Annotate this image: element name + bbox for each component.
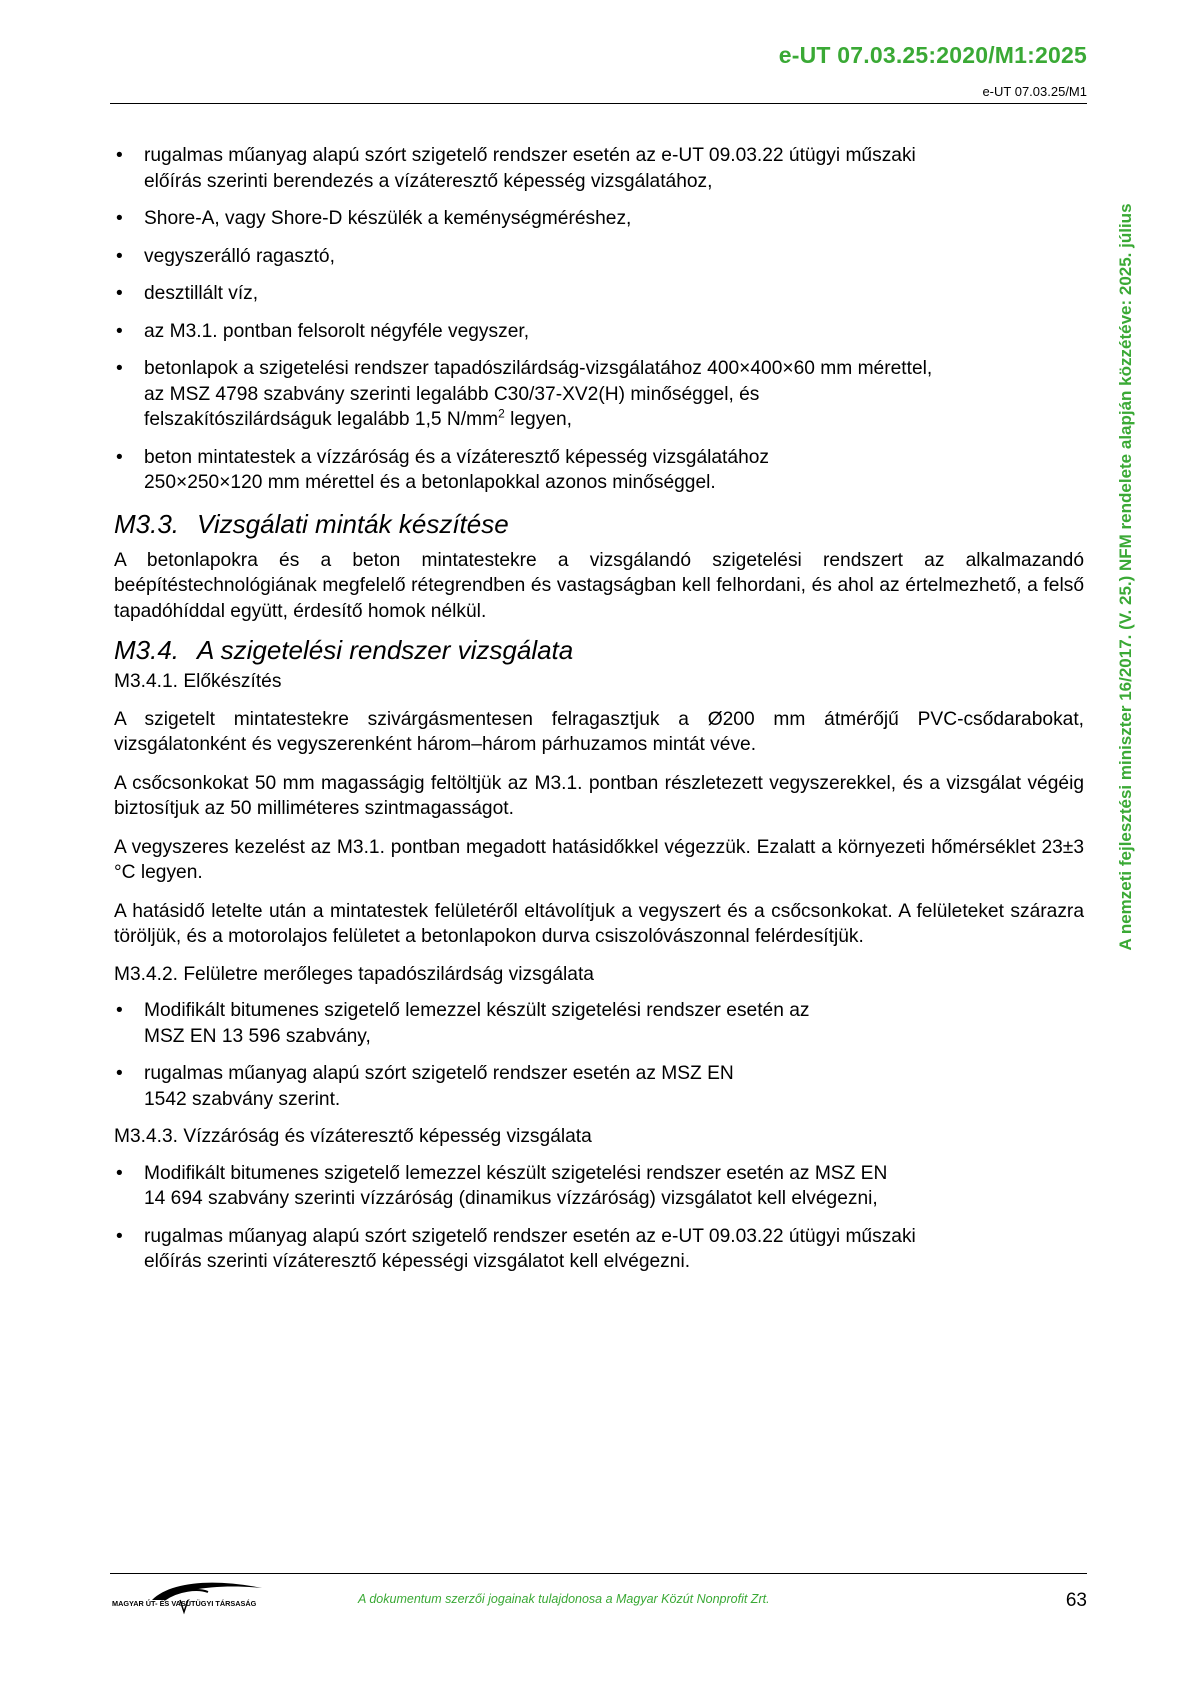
- equipment-list: [114, 143, 1084, 496]
- list-item: • rugalmas műanyag alapú szórt szigetelő rendszer esetén az e-UT 09.03.22 útügyi műszaki előírás szerinti berendezés a vízáteresztő képesség vizsgálatához,: [114, 143, 934, 194]
- list-item: • az M3.1. pontban felsorolt négyféle vegyszer,: [114, 319, 1084, 345]
- subsection-heading: M3.4.3. Vízzáróság és vízáteresztő képesség vizsgálata: [114, 1126, 592, 1147]
- page-content: [114, 143, 1084, 1275]
- paragraph: A szigetelt mintatestekre szivárgásmentesen felragasztjuk a Ø200 mm átmérőjű PVC-csődarabokat, vizsgálatonként és vegyszerenként három–három párhuzamos mintát véve.: [114, 708, 1084, 755]
- section-heading-m33: [114, 508, 1084, 540]
- document-code: e-UT 07.03.25:2020/M1:2025: [778, 42, 1087, 68]
- list-item: • desztillált víz,: [114, 281, 1084, 307]
- paragraph: A vegyszeres kezelést az M3.1. pontban megadott hatásidőkkel végezzük. Ezalatt a környezeti hőmérséklet 23±3 °C legyen.: [114, 836, 1084, 883]
- paragraph: A betonlapokra és a beton mintatestekre a vizsgálandó szigetelési rendszert az alkalmazandó beépítéstechnológiának megfelelő rétegrendben és vastagságban kell felhordani, és ahol az értelmezhető, a felső tapadóhíddal együtt, érdesítő homok nélkül.: [114, 549, 1084, 622]
- list-item: • rugalmas műanyag alapú szórt szigetelő rendszer esetén az MSZ EN 1542 szabvány szerint.: [114, 1061, 744, 1112]
- footer-divider: [110, 1573, 1087, 1574]
- document-subcode: e-UT 07.03.25/M1: [982, 84, 1087, 99]
- page-number: 63: [1065, 1590, 1087, 1611]
- paragraph: A csőcsonkokat 50 mm magasságig feltöltjük az M3.1. pontban részletezett vegyszerekkel, és a vizsgálat végéig biztosítjuk az 50 milliméteres szintmagasságot.: [114, 772, 1084, 819]
- subsection-heading: M3.4.2. Felületre merőleges tapadószilárdság vizsgálata: [114, 963, 594, 985]
- section-number: M3.4.: [114, 635, 180, 665]
- paragraph: A hatásidő letelte után a mintatestek felületéről eltávolítjuk a vegyszert és a csőcsonkokat. A felületeket szárazra töröljük, és a motorolajos felületet a betonlapokon durva csiszolóvászonnal felérdesítjük.: [114, 900, 1084, 947]
- superscript: 2: [498, 406, 505, 421]
- society-logo: [112, 1576, 262, 1616]
- list-item: • beton mintatestek a vízzáróság és a vízáteresztő képesség vizsgálatához 250×250×120 mm mérettel és a betonlapokkal azonos minőséggel.: [114, 445, 834, 496]
- list-item: • vegyszerálló ragasztó,: [114, 244, 1084, 270]
- section-heading-m34: [114, 634, 1084, 666]
- logo-text: MAGYAR ÚT- ÉS VASÚTÜGYI TÁRSASÁG: [112, 1599, 257, 1608]
- adhesion-standards-list: [114, 998, 1084, 1112]
- watertightness-standards-list: [114, 1161, 1084, 1275]
- subsection-heading: M3.4.1. Előkészítés: [114, 671, 282, 692]
- copyright-notice: A dokumentum szerzői jogainak tulajdonosa a Magyar Közút Nonprofit Zrt.: [358, 1592, 770, 1606]
- list-item: • Modifikált bitumenes szigetelő lemezzel készült szigetelési rendszer esetén az MSZ EN 14 694 szabvány szerinti vízzáróság (dinamikus vízzáróság) vizsgálatot kell elvégezni,: [114, 1161, 894, 1212]
- list-item: • rugalmas műanyag alapú szórt szigetelő rendszer esetén az e-UT 09.03.22 útügyi műszaki előírás szerinti vízáteresztő képességi vizsgálatot kell elvégezni.: [114, 1224, 944, 1275]
- section-title: Vizsgálati minták készítése: [197, 508, 509, 539]
- list-item: [114, 356, 934, 433]
- section-number: M3.3.: [114, 508, 180, 539]
- list-item: • Modifikált bitumenes szigetelő lemezzel készült szigetelési rendszer esetén az MSZ EN 13 596 szabvány,: [114, 998, 834, 1049]
- section-title: A szigetelési rendszer vizsgálata: [197, 635, 574, 665]
- list-item-tail: legyen,: [504, 409, 572, 430]
- list-item-text: betonlapok a szigetelési rendszer tapadószilárdság-vizsgálatához 400×400×60 mm mérettel, az MSZ 4798 szabvány szerinti legalább C30/37-XV2(H) minőséggel, és felszakítószilárdságuk legalább 1,5 N/mm: [144, 358, 933, 430]
- header-divider: [110, 103, 1087, 104]
- list-item: • Shore-A, vagy Shore-D készülék a keménységméréshez,: [114, 206, 1084, 232]
- side-publication-note: A nemzeti fejlesztési miniszter 16/2017. (V. 25.) NFM rendelete alapján közzétéve: 2025. július: [1116, 203, 1135, 951]
